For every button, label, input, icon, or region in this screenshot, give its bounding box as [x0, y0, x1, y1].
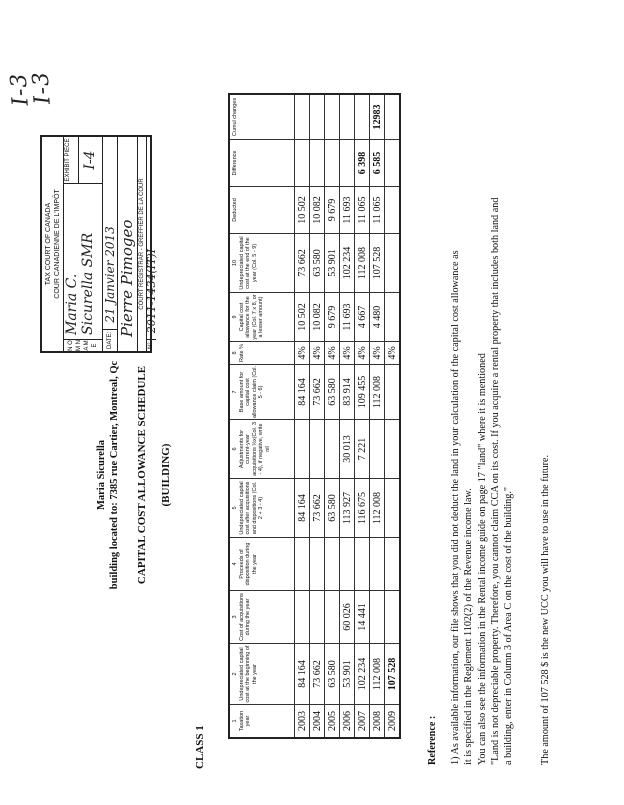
table-cell	[385, 234, 401, 293]
table-cell: 84 164	[295, 479, 310, 538]
table-cell: 63 580	[310, 234, 325, 293]
column-label: Undepreciated capital cost at the end of the year (Col. 5 - 9)	[238, 236, 258, 290]
table-cell: 107 528	[370, 234, 385, 293]
table-cell	[385, 293, 401, 342]
table-cell: 73 662	[295, 234, 310, 293]
column-label: Taxation year	[238, 710, 251, 732]
table-cell	[355, 538, 370, 591]
building-address: building located to: 7385 rue Cartier, Montreal, Qc	[109, 360, 120, 590]
table-cell: 10 502	[295, 293, 310, 342]
table-cell: 63 580	[325, 365, 340, 420]
table-cell: 102 234	[355, 644, 370, 705]
table-cell	[325, 94, 340, 140]
table-cell: 6 398	[355, 140, 370, 187]
column-label: Cost of acquisitions during the year	[238, 593, 251, 641]
table-row	[340, 94, 355, 738]
table-cell: 11 693	[340, 293, 355, 342]
table-cell: 4%	[385, 342, 401, 365]
registrar-signature: Pierre Pimogeo	[118, 137, 138, 351]
column-number: 6	[232, 447, 238, 451]
table-cell: 4 480	[370, 293, 385, 342]
column-header	[229, 420, 295, 479]
table-cell: 116 675	[355, 479, 370, 538]
column-number: 10	[232, 259, 238, 267]
table-cell	[340, 538, 355, 591]
table-cell	[355, 94, 370, 140]
table-cell: 4%	[325, 342, 340, 365]
reference-line: You can also see the information in the Rental income guide on page 17 "land" where it is mentioned	[476, 353, 488, 765]
reference-line: 1) As available information, our file shows that you did not deduct the land in your calculation of the capital cost allowance as	[450, 250, 462, 765]
column-header	[229, 705, 295, 739]
table-cell	[310, 591, 325, 644]
column-header	[229, 187, 295, 234]
table-cell	[385, 479, 401, 538]
table-cell: 9 679	[325, 293, 340, 342]
table-cell	[325, 140, 340, 187]
column-label: Difference	[232, 150, 238, 176]
table-cell: 4%	[355, 342, 370, 365]
table-cell: 83 914	[340, 365, 355, 420]
table-cell: 73 662	[310, 644, 325, 705]
table-cell: 10 082	[310, 187, 325, 234]
column-label: Adjustments for current-year acquisitions ½x(Col. 3 - 4), if negative, write nil	[238, 422, 271, 476]
table-cell: 73 662	[310, 365, 325, 420]
column-header	[229, 538, 295, 591]
table-cell: 60 026	[340, 591, 355, 644]
table-cell	[370, 538, 385, 591]
table-cell: 113 927	[340, 479, 355, 538]
table-cell	[295, 94, 310, 140]
exhibit-mark: I-3	[28, 70, 56, 106]
table-cell: 4 667	[355, 293, 370, 342]
stamp-court-fr: COUR CANADIENNE DE L'IMPÔT	[54, 189, 61, 299]
column-label: Deducted	[232, 198, 238, 222]
table-cell: 11 065	[370, 187, 385, 234]
column-number: 7	[232, 390, 238, 394]
table-cell: 11 065	[355, 187, 370, 234]
table-cell	[295, 538, 310, 591]
table-cell: 53 901	[325, 234, 340, 293]
column-number: 8	[232, 351, 238, 355]
column-label: Rate %	[238, 343, 245, 363]
table-cell	[385, 591, 401, 644]
column-header	[229, 479, 295, 538]
column-label: Base amount for capital cost allowance claim (Col. 5 - 6)	[238, 366, 264, 418]
column-header	[229, 591, 295, 644]
table-cell	[310, 140, 325, 187]
table-cell: 4%	[370, 342, 385, 365]
stamp-registrar-label: COURT REGISTRAR - GREFFIER DE LA COUR	[138, 137, 147, 351]
stamp-exhibit-value: I-4	[82, 150, 98, 170]
table-cell: 53 901	[340, 644, 355, 705]
exhibit-mark: I-3	[6, 71, 34, 107]
table-cell	[385, 538, 401, 591]
table-cell	[310, 94, 325, 140]
column-label: Capital cost allowance for the year (Col. 7 x 8, or a lesser amount)	[238, 294, 264, 340]
stamp-name-label: N O M N A M E	[64, 339, 102, 351]
stamp-court-en: TAX COURT OF CANADA	[45, 202, 52, 286]
column-number: 1	[232, 719, 238, 723]
table-cell: 112 008	[355, 234, 370, 293]
stamp-name-line1: Maria C.	[64, 273, 80, 335]
table-cell	[295, 591, 310, 644]
table-row	[295, 94, 310, 738]
table-cell: 2004	[310, 705, 325, 739]
table-cell: 107 528	[385, 644, 401, 705]
class-label: CLASS 1	[194, 725, 206, 769]
table-cell	[295, 420, 310, 479]
column-label: Cumul changes	[232, 97, 238, 137]
table-cell: 112 008	[370, 365, 385, 420]
table-cell: 2008	[370, 705, 385, 739]
table-cell: 11 693	[340, 187, 355, 234]
stamp-court-header	[42, 137, 64, 351]
column-number: 5	[232, 506, 238, 510]
table-header-row	[229, 94, 295, 738]
table-cell: 4%	[310, 342, 325, 365]
table-cell: 10 082	[310, 293, 325, 342]
final-note: The amount of 107 528 $ is the new UCC you will have to use in the future.	[540, 454, 551, 765]
column-number: 9	[232, 315, 238, 319]
table-cell	[385, 94, 401, 140]
table-cell: 10 502	[295, 187, 310, 234]
table-cell	[325, 538, 340, 591]
table-cell: 109 455	[355, 365, 370, 420]
table-cell	[385, 420, 401, 479]
table-row	[385, 94, 401, 738]
column-label: Undepreciated capital cost at the beginning of the year	[238, 645, 258, 703]
table-cell	[370, 420, 385, 479]
stamp-date-label: DATE:	[103, 329, 117, 351]
column-number: 2	[232, 672, 238, 676]
stamp-number-label: N°	[147, 339, 156, 351]
stamp-date-value: 21 Janvier 2013	[103, 226, 117, 323]
table-cell	[310, 420, 325, 479]
column-header	[229, 293, 295, 342]
table-cell: 2009	[385, 705, 401, 739]
table-cell: 84 164	[295, 365, 310, 420]
table-cell: 30 013	[340, 420, 355, 479]
table-cell	[340, 140, 355, 187]
column-header	[229, 140, 295, 187]
table-row	[325, 94, 340, 738]
table-cell: 112 008	[370, 479, 385, 538]
reference-section	[426, 25, 515, 765]
table-row	[310, 94, 325, 738]
owner-name: Maria Sicurella	[96, 439, 107, 511]
column-header	[229, 342, 295, 365]
stamp-number-value: 2011-1434(IT)I	[145, 248, 158, 334]
column-number: 3	[232, 615, 238, 619]
column-label: Undepreciated capital cost after acquisitions and dispositions (Col. 2 + 3 - 4)	[238, 481, 264, 535]
table-cell: 63 580	[325, 479, 340, 538]
table-row	[370, 94, 385, 738]
table-cell: 9 679	[325, 187, 340, 234]
reference-heading: Reference :	[427, 715, 438, 765]
reference-line: a building, enter in Column 3 of Area C on the cost of the building."	[503, 486, 515, 765]
table-cell: 63 580	[325, 644, 340, 705]
table-cell: 4%	[295, 342, 310, 365]
column-header	[229, 94, 295, 140]
table-body	[295, 94, 401, 738]
table-cell	[385, 187, 401, 234]
stamp-name-line2: Sicurella SMR	[80, 232, 96, 335]
table-cell: 7 221	[355, 420, 370, 479]
table-cell: 2007	[355, 705, 370, 739]
schedule-subtitle: (BUILDING)	[160, 443, 172, 507]
column-label: Proceeds of disposition during the year	[238, 542, 258, 586]
table-cell: 2003	[295, 705, 310, 739]
table-cell	[385, 365, 401, 420]
table-cell	[340, 94, 355, 140]
schedule-title: CAPITAL COST ALLOWANCE SCHEDULE	[136, 365, 148, 585]
table-cell	[295, 140, 310, 187]
cca-table	[228, 93, 401, 739]
table-cell: 112 008	[370, 644, 385, 705]
table-cell: 2006	[340, 705, 355, 739]
reference-line: it is specified in the Reglement 1102(2) of the Revenue income law.	[463, 488, 475, 765]
table-cell: 4%	[340, 342, 355, 365]
reference-line: "Land is not depreciable property. Therefore, you cannot claim CCA on its cost. If you acquire a rental property that includes both land and	[489, 197, 501, 765]
column-header	[229, 234, 295, 293]
table-cell: 73 662	[310, 479, 325, 538]
table-cell	[385, 140, 401, 187]
table-row	[355, 94, 370, 738]
handwritten-exhibit-marks	[5, 24, 54, 107]
table-cell: 12983	[370, 94, 385, 140]
table-cell	[325, 420, 340, 479]
table-cell: 2005	[325, 705, 340, 739]
table-cell: 6 585	[370, 140, 385, 187]
table-cell	[310, 538, 325, 591]
table-cell: 84 164	[295, 644, 310, 705]
table-cell: 14 441	[355, 591, 370, 644]
column-header	[229, 644, 295, 705]
table-cell	[325, 591, 340, 644]
stamp-exhibit-label: EXHIBIT PIÈCE	[64, 137, 79, 183]
column-number: 4	[232, 562, 238, 566]
column-header	[229, 365, 295, 420]
table-cell: 102 234	[340, 234, 355, 293]
table-cell	[370, 591, 385, 644]
